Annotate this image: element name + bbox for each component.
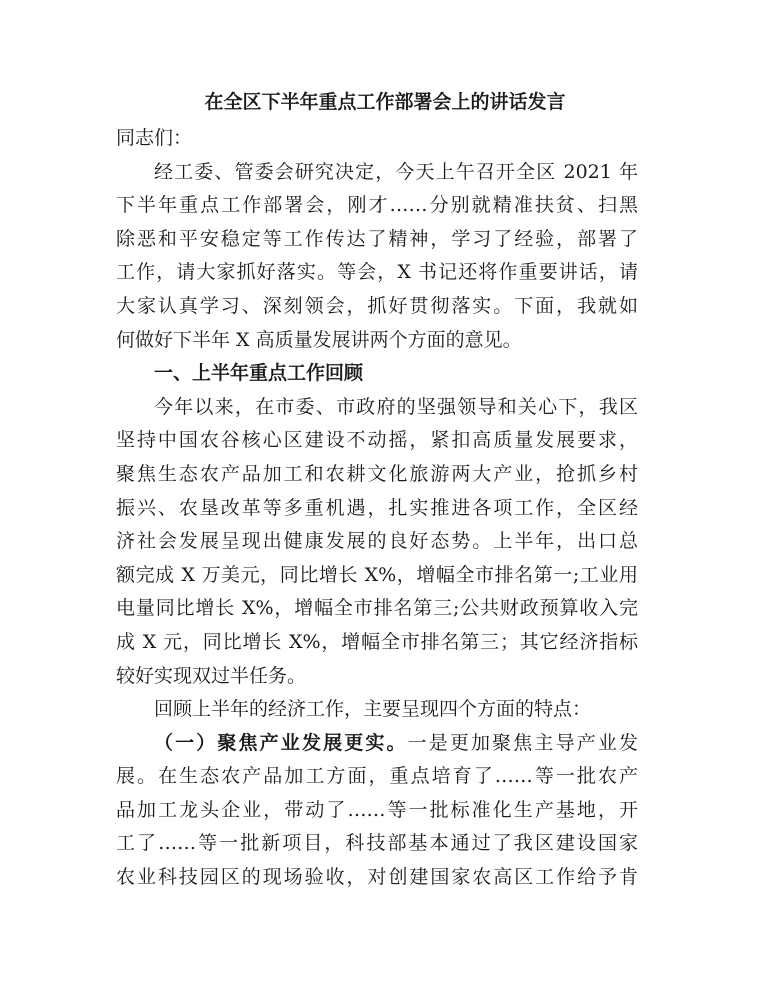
text-line: 成 X 元，同比增长 X%，增幅全市排名第三；其它经济指标	[116, 630, 638, 653]
document-title: 在全区下半年重点工作部署会上的讲话发言	[204, 91, 566, 113]
salutation: 同志们：	[116, 127, 193, 149]
text-line	[116, 727, 638, 761]
text-line: 下半年重点工作部署会，刚才……分别就精准扶贫、扫黑	[116, 194, 638, 217]
line-text: 一是更加聚焦主导产业发	[407, 731, 638, 754]
subsection-heading: （一）聚焦产业发展更实。	[154, 731, 408, 754]
text-line: 济社会发展呈现出健康发展的良好态势。上半年，出口总	[116, 530, 638, 553]
text-line: 较好实现双过半任务。	[116, 664, 307, 687]
text-line: 回顾上半年的经济工作，主要呈现四个方面的特点：	[154, 698, 592, 721]
paragraph-lines	[116, 156, 638, 895]
text-line: 聚焦生态农产品加工和农耕文化旅游两大产业，抢抓乡村	[116, 462, 638, 485]
text-line: 额完成 X 万美元，同比增长 X%，增幅全市排名第一;工业用	[116, 563, 638, 586]
section-heading: 一、上半年重点工作回顾	[154, 362, 364, 385]
document-body	[116, 122, 638, 895]
text-line: 工作，请大家抓好落实。等会，X 书记还将作重要讲话，请	[116, 261, 638, 284]
text-line: 品加工龙头企业，带动了……等一批标准化生产基地，开	[116, 798, 638, 821]
text-line: 除恶和平安稳定等工作传达了精神，学习了经验，部署了	[116, 227, 638, 250]
text-line: 经工委、管委会研究决定，今天上午召开全区 2021 年	[154, 160, 638, 183]
text-line: 振兴、农垦改革等多重机遇，扎实推进各项工作，全区经	[116, 496, 638, 519]
text-line: 坚持中国农谷核心区建设不动摇，紧扣高质量发展要求，	[116, 429, 638, 452]
text-line: 今年以来，在市委、市政府的坚强领导和关心下，我区	[154, 395, 638, 418]
text-line: 工了……等一批新项目，科技部基本通过了我区建设国家	[116, 832, 638, 855]
text-line: 大家认真学习、深刻领会，抓好贯彻落实。下面，我就如	[116, 294, 638, 317]
text-line: 展。在生态农产品加工方面，重点培育了……等一批农产	[116, 765, 638, 788]
text-line: 何做好下半年 X 高质量发展讲两个方面的意见。	[116, 328, 522, 351]
text-line: 农业科技园区的现场验收，对创建国家农高区工作给予肯	[116, 866, 638, 889]
text-line: 电量同比增长 X%，增幅全市排名第三;公共财政预算收入完	[116, 597, 638, 620]
